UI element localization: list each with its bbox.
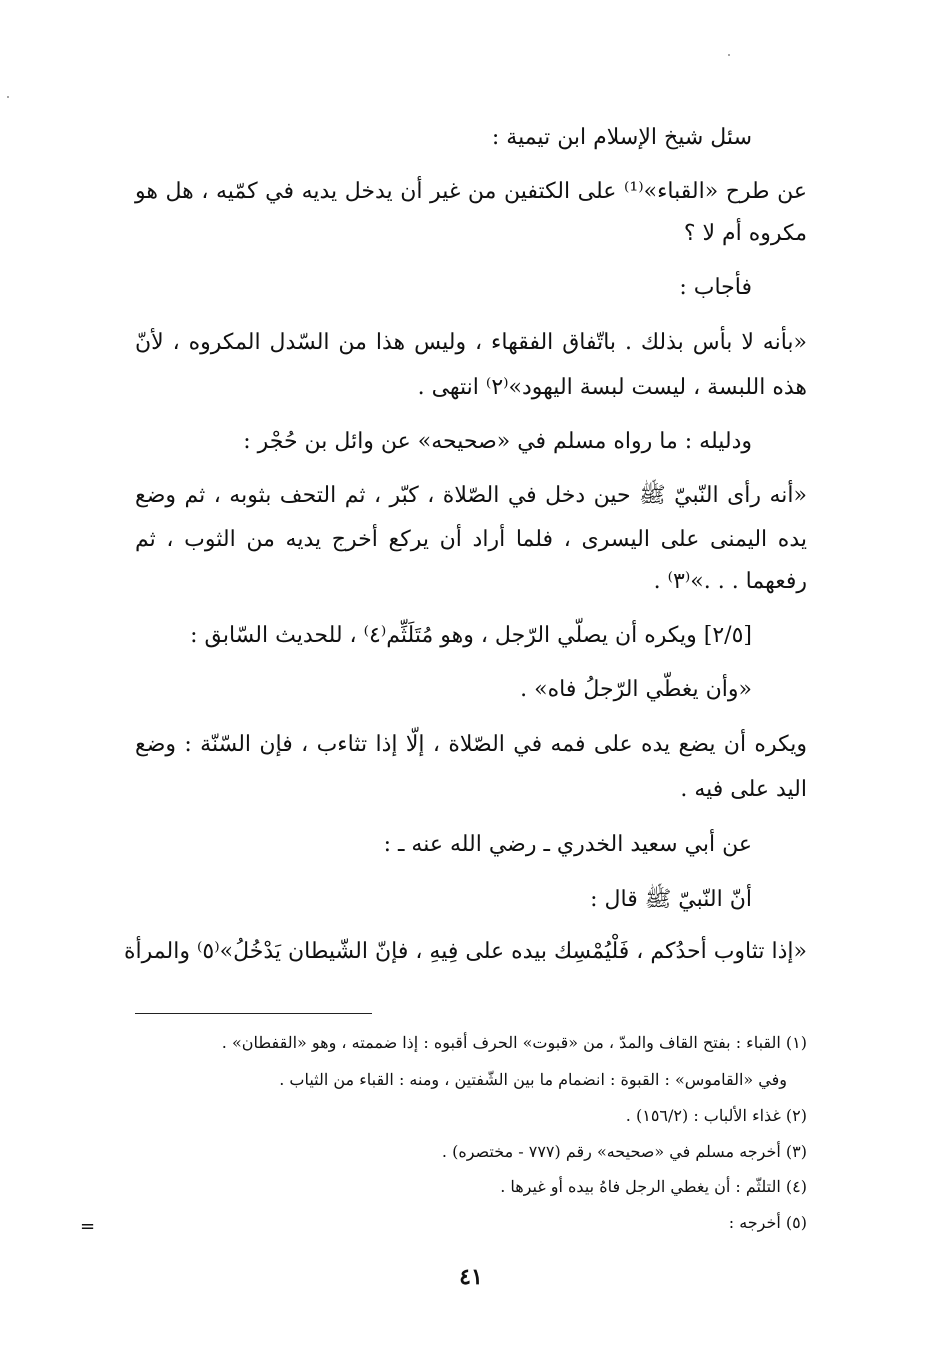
footnote-1: (١) القباء : بفتح القاف والمدّ ، من «قبوت» الحرف أقبوه : إذا ضممته ، وهو «القفطان» . (221, 1033, 807, 1052)
text-line: اليد على فيه . (680, 777, 807, 802)
footnote-5: (٥) أخرجه : (728, 1213, 807, 1232)
scan-speck (728, 54, 730, 56)
footnote-2: (٢) غذاء الألباب : (١٥٦/٢) . (625, 1106, 807, 1125)
footnote-3: (٣) أخرجه مسلم في «صحيحه» رقم (٧٧٧ - مختصره) . (441, 1142, 807, 1161)
hadith-line: رفعهما . . .»⁽٣⁾ . (653, 569, 807, 594)
margin-mark: = (80, 1216, 96, 1237)
answer-heading: فأجاب : (679, 275, 752, 300)
text-line: ودليله : ما رواه مسلم في «صحيحه» عن وائل بن حُجْر : (243, 429, 752, 454)
text-line: عن طرح «القباء»⁽¹⁾ على الكتفين من غير أن يدخل يديه في كمّيه ، هل هو (135, 179, 807, 204)
footnote-1-continued: وفي «القاموس» : القبوة : انضمام ما بين الشّفتين ، ومنه : القباء من الثياب . (279, 1070, 787, 1089)
footnote-4: (٤) التلثّم : أن يغطي الرجل فاهُ بيده أو غيرها . (500, 1177, 807, 1196)
text-line: [٢/٥] ويكره أن يصلّي الرّجل ، وهو مُتَلَثِّم⁽٤⁾ ، للحديث السّابق : (190, 623, 752, 648)
question-intro: سئل شيخ الإسلام ابن تيمية : (491, 125, 752, 150)
text-line: مكروه أم لا ؟ (683, 221, 807, 246)
text-line: عن أبي سعيد الخدري ـ رضي الله عنه ـ : (383, 832, 752, 857)
hadith-line: «وأن يغطّي الرّجلُ فاه» . (520, 677, 752, 702)
page-number: ٤١ (459, 1264, 483, 1290)
hadith-line: يده اليمنى على اليسرى ، فلما أراد أن يركع أخرج يديه من الثوب ، ثم (135, 527, 807, 552)
footnote-separator (135, 1013, 372, 1014)
hadith-line: «أنه رأى النّبيّ ﷺ حين دخل في الصّلاة ، كبّر ، ثم التحف بثوبه ، ثم وضع (135, 483, 807, 508)
text-line: «بأنه لا بأس بذلك . باتّفاق الفقهاء ، وليس هذا من السّدل المكروه ، لأنّ (135, 330, 807, 355)
text-line: هذه اللبسة ، ليست لبسة اليهود»⁽٢⁾ انتهى . (417, 375, 807, 400)
scan-speck (7, 96, 9, 98)
text-line: ويكره أن يضع يده على فمه في الصّلاة ، إلّا إذا تثاءب ، فإن السّنّة : وضع (135, 732, 807, 757)
text-line: أنّ النّبيّ ﷺ قال : (590, 887, 752, 912)
hadith-line: «إذا تثاوب أحدُكم ، فَلْيُمْسِك بيده على فِيهِ ، فإنّ الشّيطان يَدْخُلُ»⁽٥⁾ والمرأة (124, 939, 807, 964)
